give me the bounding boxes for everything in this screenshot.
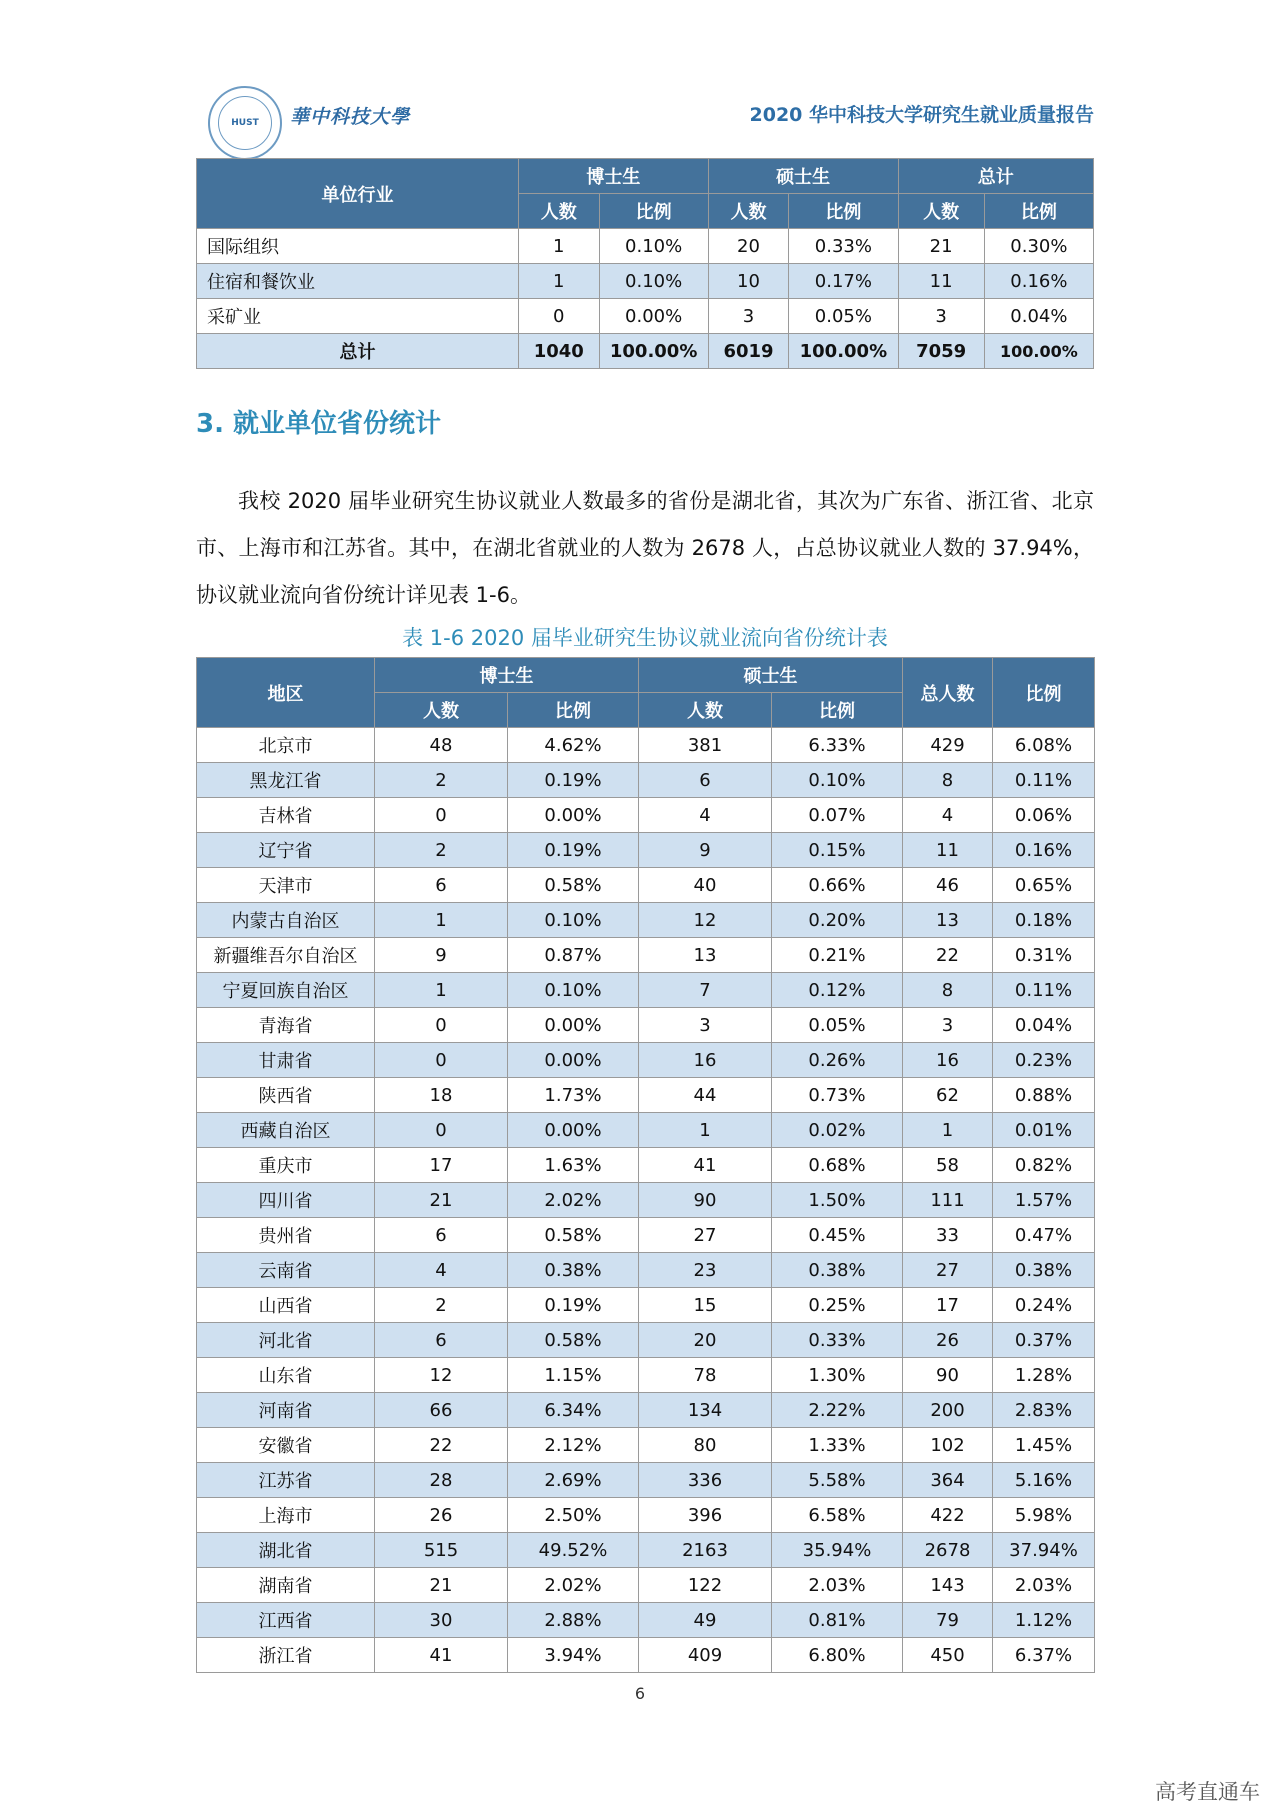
table-cell: 0.00% bbox=[599, 299, 708, 334]
table-cell: 1.73% bbox=[508, 1078, 639, 1113]
row-label: 青海省 bbox=[197, 1008, 375, 1043]
table-cell: 6 bbox=[639, 763, 772, 798]
table-cell: 2.12% bbox=[508, 1428, 639, 1463]
table-cell: 0 bbox=[375, 1113, 508, 1148]
table-cell: 0.11% bbox=[993, 763, 1095, 798]
table-cell: 1.12% bbox=[993, 1603, 1095, 1638]
row-label: 陕西省 bbox=[197, 1078, 375, 1113]
table-cell: 6.34% bbox=[508, 1393, 639, 1428]
table-row bbox=[197, 1358, 1095, 1393]
row-label: 安徽省 bbox=[197, 1428, 375, 1463]
row-label: 吉林省 bbox=[197, 798, 375, 833]
row-label: 湖南省 bbox=[197, 1568, 375, 1603]
table-cell: 9 bbox=[375, 938, 508, 973]
table-cell: 3 bbox=[639, 1008, 772, 1043]
table-row bbox=[197, 1498, 1095, 1533]
table-cell: 1.57% bbox=[993, 1183, 1095, 1218]
table-cell: 0.19% bbox=[508, 763, 639, 798]
table-row bbox=[197, 1393, 1095, 1428]
table-cell: 49.52% bbox=[508, 1533, 639, 1568]
table-cell: 0 bbox=[375, 1043, 508, 1078]
table-cell: 0.05% bbox=[772, 1008, 903, 1043]
table-cell: 90 bbox=[903, 1358, 993, 1393]
table-cell: 4 bbox=[375, 1253, 508, 1288]
table-cell: 27 bbox=[639, 1218, 772, 1253]
table-row bbox=[197, 229, 1094, 264]
total-cell: 100.00% bbox=[984, 334, 1093, 369]
table-cell: 1 bbox=[519, 229, 600, 264]
row-label: 国际组织 bbox=[197, 229, 519, 264]
row-label: 湖北省 bbox=[197, 1533, 375, 1568]
table-row bbox=[197, 903, 1095, 938]
sub-count: 人数 bbox=[639, 693, 772, 728]
table-cell: 21 bbox=[375, 1183, 508, 1218]
table-cell: 79 bbox=[903, 1603, 993, 1638]
table-cell: 0.38% bbox=[772, 1253, 903, 1288]
table-cell: 5.98% bbox=[993, 1498, 1095, 1533]
table-cell: 0.20% bbox=[772, 903, 903, 938]
table-cell: 0.38% bbox=[508, 1253, 639, 1288]
table-cell: 0 bbox=[375, 798, 508, 833]
table-cell: 2.83% bbox=[993, 1393, 1095, 1428]
sub-ratio: 比例 bbox=[508, 693, 639, 728]
table-row bbox=[197, 1113, 1095, 1148]
table-cell: 26 bbox=[375, 1498, 508, 1533]
table-cell: 46 bbox=[903, 868, 993, 903]
total-cell: 1040 bbox=[519, 334, 600, 369]
watermark: 高考直通车 bbox=[1155, 1780, 1260, 1804]
table-cell: 0.24% bbox=[993, 1288, 1095, 1323]
table-cell: 33 bbox=[903, 1218, 993, 1253]
table-row bbox=[197, 763, 1095, 798]
total-row bbox=[197, 334, 1094, 369]
table-cell: 0.65% bbox=[993, 868, 1095, 903]
table-cell: 48 bbox=[375, 728, 508, 763]
page-number: 6 bbox=[634, 1684, 646, 1703]
university-seal-logo bbox=[208, 86, 282, 160]
table-cell: 41 bbox=[375, 1638, 508, 1673]
paragraph-text: 我校 2020 届毕业研究生协议就业人数最多的省份是湖北省，其次为广东省、浙江省、北京市、上海市和江苏省。其中，在湖北省就业的人数为 2678 人，占总协议就业人数的 37.94%，协议就业流向省份统计详见表 1-6。 bbox=[196, 489, 1094, 607]
body-paragraph bbox=[196, 478, 1094, 619]
table-cell: 0.68% bbox=[772, 1148, 903, 1183]
table-row bbox=[197, 1218, 1095, 1253]
table-cell: 0.16% bbox=[984, 264, 1093, 299]
table-cell: 2.69% bbox=[508, 1463, 639, 1498]
table-row bbox=[197, 1603, 1095, 1638]
table-cell: 0.66% bbox=[772, 868, 903, 903]
table-row bbox=[197, 299, 1094, 334]
table-cell: 0.82% bbox=[993, 1148, 1095, 1183]
table-cell: 1.15% bbox=[508, 1358, 639, 1393]
table-row bbox=[197, 798, 1095, 833]
table-cell: 58 bbox=[903, 1148, 993, 1183]
table-row bbox=[197, 1183, 1095, 1218]
sub-count: 人数 bbox=[375, 693, 508, 728]
row-label: 云南省 bbox=[197, 1253, 375, 1288]
table-cell: 2 bbox=[375, 1288, 508, 1323]
table-cell: 21 bbox=[375, 1568, 508, 1603]
table-cell: 0.33% bbox=[789, 229, 898, 264]
table-cell: 1 bbox=[375, 903, 508, 938]
table-cell: 90 bbox=[639, 1183, 772, 1218]
table-cell: 9 bbox=[639, 833, 772, 868]
table-cell: 16 bbox=[903, 1043, 993, 1078]
table-row bbox=[197, 1288, 1095, 1323]
table-cell: 2.03% bbox=[993, 1568, 1095, 1603]
row-label: 四川省 bbox=[197, 1183, 375, 1218]
table-row bbox=[197, 868, 1095, 903]
table-cell: 0.10% bbox=[772, 763, 903, 798]
col-total-count: 总人数 bbox=[903, 658, 993, 728]
table-cell: 1 bbox=[639, 1113, 772, 1148]
table-cell: 44 bbox=[639, 1078, 772, 1113]
row-label: 重庆市 bbox=[197, 1148, 375, 1183]
table-cell: 80 bbox=[639, 1428, 772, 1463]
row-label: 住宿和餐饮业 bbox=[197, 264, 519, 299]
table-cell: 7 bbox=[639, 973, 772, 1008]
table-cell: 13 bbox=[639, 938, 772, 973]
table-cell: 0.00% bbox=[508, 1043, 639, 1078]
table-cell: 2.02% bbox=[508, 1568, 639, 1603]
row-label: 上海市 bbox=[197, 1498, 375, 1533]
table-cell: 0.07% bbox=[772, 798, 903, 833]
table-cell: 0.26% bbox=[772, 1043, 903, 1078]
table-cell: 6 bbox=[375, 868, 508, 903]
col-phd: 博士生 bbox=[519, 159, 709, 194]
page-header bbox=[196, 78, 1094, 148]
table-cell: 12 bbox=[639, 903, 772, 938]
table-cell: 41 bbox=[639, 1148, 772, 1183]
total-cell: 100.00% bbox=[599, 334, 708, 369]
total-cell: 6019 bbox=[708, 334, 789, 369]
table-cell: 1.50% bbox=[772, 1183, 903, 1218]
row-label: 北京市 bbox=[197, 728, 375, 763]
table-cell: 3 bbox=[898, 299, 984, 334]
table-row bbox=[197, 833, 1095, 868]
table-cell: 0.02% bbox=[772, 1113, 903, 1148]
table-row bbox=[197, 1638, 1095, 1673]
col-total: 总计 bbox=[898, 159, 1094, 194]
table-cell: 0.38% bbox=[993, 1253, 1095, 1288]
table-cell: 2.22% bbox=[772, 1393, 903, 1428]
seal-inner: HUST bbox=[218, 96, 272, 150]
total-cell: 100.00% bbox=[789, 334, 898, 369]
table-row bbox=[197, 1463, 1095, 1498]
sub-ratio: 比例 bbox=[984, 194, 1093, 229]
table-cell: 0.58% bbox=[508, 1323, 639, 1358]
table-cell: 4 bbox=[639, 798, 772, 833]
col-region: 地区 bbox=[197, 658, 375, 728]
industry-header-row bbox=[197, 159, 1094, 194]
table-cell: 5.58% bbox=[772, 1463, 903, 1498]
table-cell: 2678 bbox=[903, 1533, 993, 1568]
table-cell: 0.31% bbox=[993, 938, 1095, 973]
table-row bbox=[197, 938, 1095, 973]
table-cell: 11 bbox=[898, 264, 984, 299]
table-cell: 30 bbox=[375, 1603, 508, 1638]
table-cell: 28 bbox=[375, 1463, 508, 1498]
table-cell: 3 bbox=[708, 299, 789, 334]
table-cell: 22 bbox=[903, 938, 993, 973]
table-cell: 429 bbox=[903, 728, 993, 763]
row-label: 贵州省 bbox=[197, 1218, 375, 1253]
table-row bbox=[197, 728, 1095, 763]
col-unit-industry: 单位行业 bbox=[197, 159, 519, 229]
table-cell: 6.33% bbox=[772, 728, 903, 763]
table-cell: 0.01% bbox=[993, 1113, 1095, 1148]
table-cell: 2.02% bbox=[508, 1183, 639, 1218]
table-cell: 17 bbox=[375, 1148, 508, 1183]
table-cell: 0.00% bbox=[508, 1008, 639, 1043]
table-cell: 0.88% bbox=[993, 1078, 1095, 1113]
table-cell: 102 bbox=[903, 1428, 993, 1463]
table-cell: 0.06% bbox=[993, 798, 1095, 833]
row-label: 西藏自治区 bbox=[197, 1113, 375, 1148]
table-cell: 111 bbox=[903, 1183, 993, 1218]
table-cell: 0.21% bbox=[772, 938, 903, 973]
table-cell: 2163 bbox=[639, 1533, 772, 1568]
table-cell: 0.16% bbox=[993, 833, 1095, 868]
province-table-body bbox=[197, 728, 1095, 1673]
table-row bbox=[197, 1148, 1095, 1183]
col-phd: 博士生 bbox=[375, 658, 639, 693]
table-cell: 0.05% bbox=[789, 299, 898, 334]
table-cell: 15 bbox=[639, 1288, 772, 1323]
table-cell: 0.04% bbox=[993, 1008, 1095, 1043]
table-cell: 515 bbox=[375, 1533, 508, 1568]
table-row bbox=[197, 1323, 1095, 1358]
table-cell: 1 bbox=[519, 264, 600, 299]
table-cell: 12 bbox=[375, 1358, 508, 1393]
table-cell: 1 bbox=[903, 1113, 993, 1148]
table-cell: 40 bbox=[639, 868, 772, 903]
table-cell: 66 bbox=[375, 1393, 508, 1428]
table-cell: 1.28% bbox=[993, 1358, 1095, 1393]
table-cell: 1.33% bbox=[772, 1428, 903, 1463]
table-cell: 8 bbox=[903, 973, 993, 1008]
table-cell: 0 bbox=[519, 299, 600, 334]
table-cell: 26 bbox=[903, 1323, 993, 1358]
row-label: 内蒙古自治区 bbox=[197, 903, 375, 938]
row-label: 黑龙江省 bbox=[197, 763, 375, 798]
table-cell: 0.10% bbox=[508, 973, 639, 1008]
sub-ratio: 比例 bbox=[599, 194, 708, 229]
table-cell: 4.62% bbox=[508, 728, 639, 763]
table-cell: 1 bbox=[375, 973, 508, 1008]
table-cell: 6 bbox=[375, 1323, 508, 1358]
table-cell: 3 bbox=[903, 1008, 993, 1043]
table-cell: 450 bbox=[903, 1638, 993, 1673]
industry-table bbox=[196, 158, 1094, 369]
table-cell: 0.23% bbox=[993, 1043, 1095, 1078]
table-cell: 422 bbox=[903, 1498, 993, 1533]
table-cell: 49 bbox=[639, 1603, 772, 1638]
table-cell: 336 bbox=[639, 1463, 772, 1498]
sub-count: 人数 bbox=[708, 194, 789, 229]
table-cell: 0.19% bbox=[508, 833, 639, 868]
table-cell: 78 bbox=[639, 1358, 772, 1393]
table-cell: 0.17% bbox=[789, 264, 898, 299]
table-cell: 364 bbox=[903, 1463, 993, 1498]
table-cell: 10 bbox=[708, 264, 789, 299]
table-cell: 0.73% bbox=[772, 1078, 903, 1113]
table-cell: 2 bbox=[375, 833, 508, 868]
table-cell: 20 bbox=[708, 229, 789, 264]
table-cell: 396 bbox=[639, 1498, 772, 1533]
table-row bbox=[197, 973, 1095, 1008]
table-cell: 23 bbox=[639, 1253, 772, 1288]
table-cell: 1.45% bbox=[993, 1428, 1095, 1463]
table-cell: 2.03% bbox=[772, 1568, 903, 1603]
table-row bbox=[197, 264, 1094, 299]
table-cell: 1.63% bbox=[508, 1148, 639, 1183]
table-cell: 0.19% bbox=[508, 1288, 639, 1323]
table-cell: 35.94% bbox=[772, 1533, 903, 1568]
table-cell: 11 bbox=[903, 833, 993, 868]
table-cell: 2.88% bbox=[508, 1603, 639, 1638]
table-cell: 62 bbox=[903, 1078, 993, 1113]
col-master: 硕士生 bbox=[708, 159, 898, 194]
total-label: 总计 bbox=[197, 334, 519, 369]
table-cell: 6.08% bbox=[993, 728, 1095, 763]
table-cell: 13 bbox=[903, 903, 993, 938]
row-label: 浙江省 bbox=[197, 1638, 375, 1673]
row-label: 江苏省 bbox=[197, 1463, 375, 1498]
table-caption: 表 1-6 2020 届毕业研究生协议就业流向省份统计表 bbox=[402, 626, 888, 650]
sub-count: 人数 bbox=[519, 194, 600, 229]
report-title: 2020 华中科技大学研究生就业质量报告 bbox=[749, 104, 1094, 126]
industry-table-body bbox=[197, 229, 1094, 369]
table-cell: 200 bbox=[903, 1393, 993, 1428]
province-table bbox=[196, 657, 1095, 1673]
table-cell: 6.37% bbox=[993, 1638, 1095, 1673]
university-name-logo: 華中科技大學 bbox=[290, 106, 411, 128]
table-cell: 0.58% bbox=[508, 868, 639, 903]
table-cell: 0.00% bbox=[508, 1113, 639, 1148]
table-cell: 20 bbox=[639, 1323, 772, 1358]
table-cell: 0.37% bbox=[993, 1323, 1095, 1358]
table-cell: 134 bbox=[639, 1393, 772, 1428]
table-cell: 0.58% bbox=[508, 1218, 639, 1253]
table-row bbox=[197, 1043, 1095, 1078]
table-cell: 0.11% bbox=[993, 973, 1095, 1008]
table-cell: 0.45% bbox=[772, 1218, 903, 1253]
sub-count: 人数 bbox=[898, 194, 984, 229]
row-label: 河北省 bbox=[197, 1323, 375, 1358]
table-row bbox=[197, 1428, 1095, 1463]
table-cell: 2.50% bbox=[508, 1498, 639, 1533]
row-label: 辽宁省 bbox=[197, 833, 375, 868]
table-cell: 17 bbox=[903, 1288, 993, 1323]
table-cell: 381 bbox=[639, 728, 772, 763]
section-heading: 3. 就业单位省份统计 bbox=[196, 409, 442, 439]
table-cell: 16 bbox=[639, 1043, 772, 1078]
table-cell: 0.00% bbox=[508, 798, 639, 833]
row-label: 天津市 bbox=[197, 868, 375, 903]
table-cell: 4 bbox=[903, 798, 993, 833]
table-cell: 0.04% bbox=[984, 299, 1093, 334]
table-cell: 409 bbox=[639, 1638, 772, 1673]
table-cell: 37.94% bbox=[993, 1533, 1095, 1568]
col-master: 硕士生 bbox=[639, 658, 903, 693]
table-cell: 0.15% bbox=[772, 833, 903, 868]
table-cell: 18 bbox=[375, 1078, 508, 1113]
table-row bbox=[197, 1568, 1095, 1603]
row-label: 河南省 bbox=[197, 1393, 375, 1428]
row-label: 山东省 bbox=[197, 1358, 375, 1393]
table-row bbox=[197, 1253, 1095, 1288]
row-label: 采矿业 bbox=[197, 299, 519, 334]
table-cell: 0.33% bbox=[772, 1323, 903, 1358]
table-cell: 21 bbox=[898, 229, 984, 264]
table-cell: 0.12% bbox=[772, 973, 903, 1008]
table-cell: 122 bbox=[639, 1568, 772, 1603]
total-cell: 7059 bbox=[898, 334, 984, 369]
table-cell: 0 bbox=[375, 1008, 508, 1043]
row-label: 新疆维吾尔自治区 bbox=[197, 938, 375, 973]
table-cell: 27 bbox=[903, 1253, 993, 1288]
table-cell: 3.94% bbox=[508, 1638, 639, 1673]
table-row bbox=[197, 1533, 1095, 1568]
table-row bbox=[197, 1008, 1095, 1043]
col-ratio: 比例 bbox=[993, 658, 1095, 728]
sub-ratio: 比例 bbox=[789, 194, 898, 229]
table-cell: 0.25% bbox=[772, 1288, 903, 1323]
table-cell: 0.81% bbox=[772, 1603, 903, 1638]
row-label: 山西省 bbox=[197, 1288, 375, 1323]
table-cell: 0.87% bbox=[508, 938, 639, 973]
table-cell: 0.47% bbox=[993, 1218, 1095, 1253]
table-cell: 0.10% bbox=[599, 229, 708, 264]
table-cell: 5.16% bbox=[993, 1463, 1095, 1498]
table-cell: 22 bbox=[375, 1428, 508, 1463]
table-cell: 6.58% bbox=[772, 1498, 903, 1533]
table-cell: 6.80% bbox=[772, 1638, 903, 1673]
table-cell: 0.30% bbox=[984, 229, 1093, 264]
table-cell: 0.18% bbox=[993, 903, 1095, 938]
table-cell: 0.10% bbox=[599, 264, 708, 299]
table-cell: 0.10% bbox=[508, 903, 639, 938]
table-cell: 143 bbox=[903, 1568, 993, 1603]
table-row bbox=[197, 1078, 1095, 1113]
table-cell: 1.30% bbox=[772, 1358, 903, 1393]
province-header-row bbox=[197, 658, 1095, 693]
table-cell: 8 bbox=[903, 763, 993, 798]
row-label: 宁夏回族自治区 bbox=[197, 973, 375, 1008]
row-label: 甘肃省 bbox=[197, 1043, 375, 1078]
table-cell: 2 bbox=[375, 763, 508, 798]
table-cell: 6 bbox=[375, 1218, 508, 1253]
sub-ratio: 比例 bbox=[772, 693, 903, 728]
row-label: 江西省 bbox=[197, 1603, 375, 1638]
